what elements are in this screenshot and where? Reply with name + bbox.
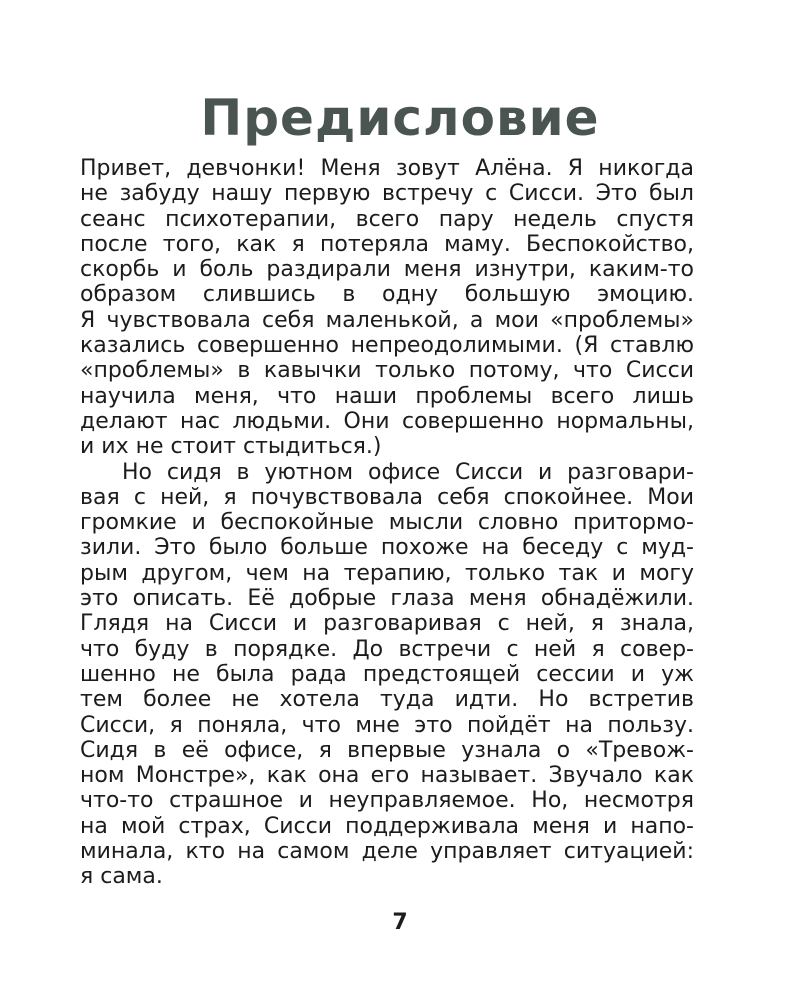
paragraph-1-line-9: «проблемы» в кавычки только потому, что Сисси <box>80 358 694 384</box>
paragraph-1-line-4: после того, как я потеряла маму. Беспокойство, <box>80 231 694 257</box>
paragraph-2-line-2: вая с ней, я почувствовала себя спокойнее. Мои <box>80 484 694 510</box>
paragraph-1-line-2: не забуду нашу первую встречу с Сисси. Это был <box>80 181 694 207</box>
paragraph-1-line-1: Привет, девчонки! Меня зовут Алёна. Я никогда <box>80 156 694 181</box>
paragraph-2-line-10: тем более не хотела туда идти. Но встретив <box>80 687 694 713</box>
paragraph-2-line-9: шенно не была рада предстоящей сессии и уж <box>80 661 694 687</box>
paragraph-1-line-10: научила меня, что наши проблемы всего лишь <box>80 383 694 409</box>
paragraph-1-line-8: казались совершенно непреодолимыми. (Я ставлю <box>80 333 694 359</box>
paragraph-1-line-6: образом слившись в одну большую эмоцию. <box>80 282 694 308</box>
paragraph-2-line-11: Сисси, я поняла, что мне это пойдёт на пользу. <box>80 712 694 738</box>
paragraph-2-line-14: что-то страшное и неуправляемое. Но, несмотря <box>80 788 694 814</box>
paragraph-1-line-11: делают нас людьми. Они совершенно нормальны, <box>80 408 694 434</box>
paragraph-2-line-7: Глядя на Сисси и разговаривая с ней, я знала, <box>80 611 694 637</box>
paragraph-2-line-17: я сама. <box>80 864 163 890</box>
page-number: 7 <box>392 910 408 935</box>
paragraph-2-line-5: рым другом, чем на терапию, только так и могу <box>80 560 694 586</box>
body-text <box>80 156 694 890</box>
paragraph-2-line-15: на мой страх, Сисси поддерживала меня и напо- <box>80 813 694 839</box>
paragraph-2-line-16: минала, кто на самом деле управляет ситуацией: <box>80 839 694 865</box>
paragraph-2-line-8: что буду в порядке. До встречи с ней я совер- <box>80 636 694 662</box>
paragraph-2-line-12: Сидя в её офисе, я впервые узнала о «Тревож- <box>80 737 694 763</box>
paragraph-1-line-7: Я чувствовала себя маленькой, а мои «проблемы» <box>80 307 694 333</box>
paragraph-2-line-1: Но сидя в уютном офисе Сисси и разговари- <box>122 459 694 485</box>
page-title: Предисловие <box>200 89 600 147</box>
paragraph-2-line-4: зили. Это было больше похоже на беседу с муд- <box>80 535 694 561</box>
paragraph-1-line-5: скорбь и боль раздирали меня изнутри, каким-то <box>80 257 694 283</box>
paragraph-2-line-13: ном Монстре», как она его называет. Звучало как <box>80 763 694 789</box>
paragraph-1-line-12: и их не стоит стыдиться.) <box>80 434 382 460</box>
paragraph-1 <box>80 156 694 460</box>
paragraph-2 <box>80 460 694 890</box>
paragraph-2-line-3: громкие и беспокойные мысли словно притормо- <box>80 510 694 536</box>
paragraph-1-line-3: сеанс психотерапии, всего пару недель спустя <box>80 206 694 232</box>
paragraph-2-line-6: это описать. Её добрые глаза меня обнадёжили. <box>80 586 694 612</box>
